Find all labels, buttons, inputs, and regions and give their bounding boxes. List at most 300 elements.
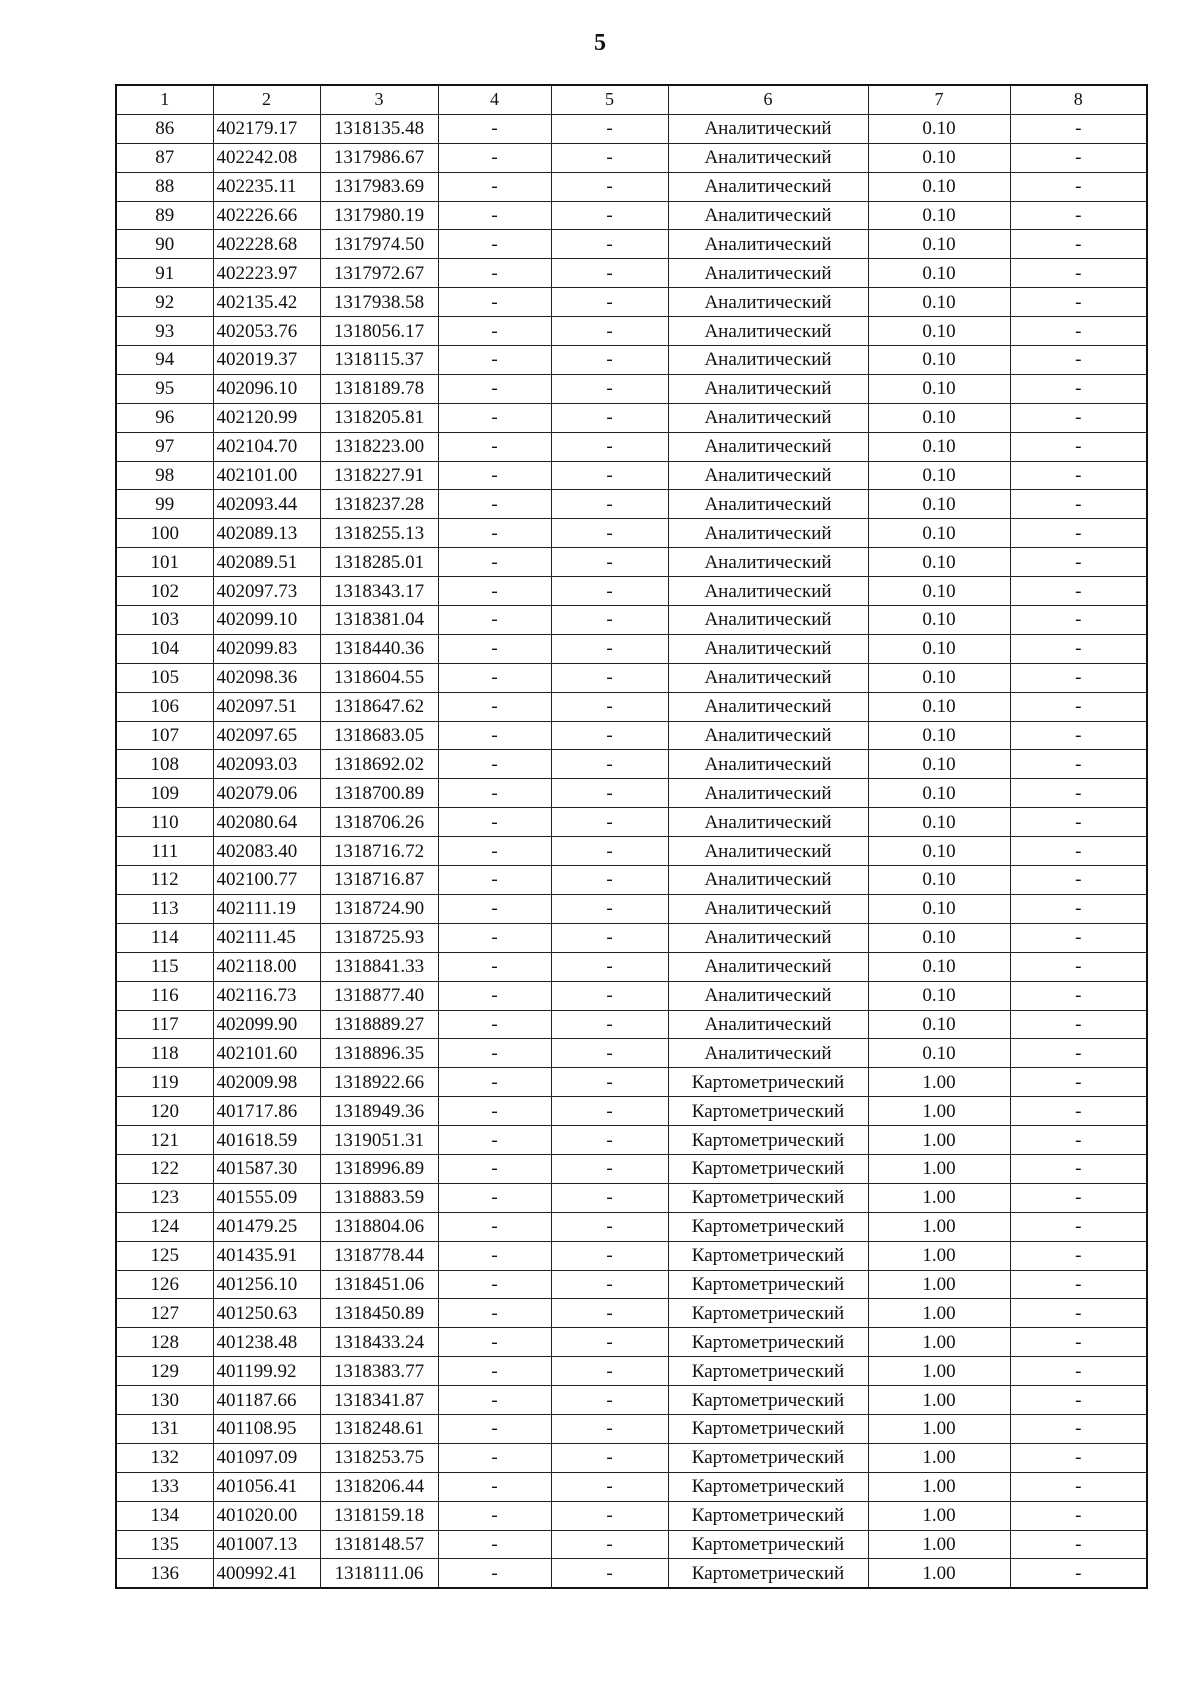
- cell-accuracy: 1.00: [868, 1241, 1010, 1270]
- cell-x-coordinate: 402120.99: [213, 403, 320, 432]
- column-header-8: 8: [1010, 85, 1147, 114]
- cell-column-8-value: -: [1010, 577, 1147, 606]
- cell-column-4-value: -: [438, 1241, 551, 1270]
- cell-column-4-value: -: [438, 288, 551, 317]
- cell-accuracy: 0.10: [868, 519, 1010, 548]
- cell-y-coordinate: 1317983.69: [320, 172, 438, 201]
- table-row: [116, 346, 1147, 375]
- cell-column-5-value: -: [551, 346, 668, 375]
- cell-point-number: 134: [116, 1501, 213, 1530]
- cell-x-coordinate: 402235.11: [213, 172, 320, 201]
- cell-column-4-value: -: [438, 721, 551, 750]
- cell-y-coordinate: 1318433.24: [320, 1328, 438, 1357]
- cell-column-4-value: -: [438, 230, 551, 259]
- table-row: [116, 403, 1147, 432]
- cell-x-coordinate: 402099.90: [213, 1010, 320, 1039]
- cell-x-coordinate: 402226.66: [213, 201, 320, 230]
- cell-column-8-value: -: [1010, 201, 1147, 230]
- cell-column-8-value: -: [1010, 374, 1147, 403]
- cell-x-coordinate: 401238.48: [213, 1328, 320, 1357]
- table-row: [116, 721, 1147, 750]
- cell-point-number: 121: [116, 1126, 213, 1155]
- cell-accuracy: 1.00: [868, 1559, 1010, 1588]
- cell-column-5-value: -: [551, 1068, 668, 1097]
- cell-x-coordinate: 402116.73: [213, 981, 320, 1010]
- cell-point-number: 102: [116, 577, 213, 606]
- cell-method: Аналитический: [668, 779, 868, 808]
- cell-point-number: 110: [116, 808, 213, 837]
- cell-column-5-value: -: [551, 490, 668, 519]
- cell-column-5-value: -: [551, 1530, 668, 1559]
- cell-y-coordinate: 1318700.89: [320, 779, 438, 808]
- cell-accuracy: 0.10: [868, 548, 1010, 577]
- cell-column-5-value: -: [551, 1386, 668, 1415]
- cell-y-coordinate: 1318343.17: [320, 577, 438, 606]
- cell-column-5-value: -: [551, 1039, 668, 1068]
- cell-y-coordinate: 1318159.18: [320, 1501, 438, 1530]
- cell-y-coordinate: 1318716.72: [320, 837, 438, 866]
- cell-column-8-value: -: [1010, 114, 1147, 143]
- cell-column-8-value: -: [1010, 548, 1147, 577]
- cell-method: Аналитический: [668, 577, 868, 606]
- cell-column-4-value: -: [438, 1039, 551, 1068]
- cell-point-number: 122: [116, 1154, 213, 1183]
- cell-x-coordinate: 402053.76: [213, 317, 320, 346]
- cell-x-coordinate: 401020.00: [213, 1501, 320, 1530]
- cell-column-4-value: -: [438, 634, 551, 663]
- cell-point-number: 120: [116, 1097, 213, 1126]
- cell-column-4-value: -: [438, 894, 551, 923]
- cell-method: Картометрический: [668, 1559, 868, 1588]
- cell-accuracy: 0.10: [868, 606, 1010, 635]
- cell-point-number: 95: [116, 374, 213, 403]
- table-row: [116, 1010, 1147, 1039]
- cell-method: Аналитический: [668, 606, 868, 635]
- table-row: [116, 1212, 1147, 1241]
- cell-column-8-value: -: [1010, 403, 1147, 432]
- cell-column-8-value: -: [1010, 346, 1147, 375]
- cell-point-number: 128: [116, 1328, 213, 1357]
- cell-point-number: 117: [116, 1010, 213, 1039]
- cell-method: Аналитический: [668, 259, 868, 288]
- cell-point-number: 114: [116, 923, 213, 952]
- cell-method: Картометрический: [668, 1212, 868, 1241]
- cell-point-number: 112: [116, 866, 213, 895]
- cell-y-coordinate: 1317980.19: [320, 201, 438, 230]
- cell-column-8-value: -: [1010, 432, 1147, 461]
- cell-column-4-value: -: [438, 1212, 551, 1241]
- cell-method: Аналитический: [668, 201, 868, 230]
- cell-column-8-value: -: [1010, 663, 1147, 692]
- table-row: [116, 172, 1147, 201]
- cell-y-coordinate: 1318692.02: [320, 750, 438, 779]
- cell-point-number: 131: [116, 1414, 213, 1443]
- cell-x-coordinate: 402098.36: [213, 663, 320, 692]
- cell-point-number: 124: [116, 1212, 213, 1241]
- cell-point-number: 132: [116, 1443, 213, 1472]
- cell-column-8-value: -: [1010, 952, 1147, 981]
- cell-method: Аналитический: [668, 374, 868, 403]
- table-row: [116, 143, 1147, 172]
- cell-accuracy: 0.10: [868, 374, 1010, 403]
- cell-x-coordinate: 402179.17: [213, 114, 320, 143]
- cell-accuracy: 0.10: [868, 923, 1010, 952]
- cell-y-coordinate: 1318248.61: [320, 1414, 438, 1443]
- cell-x-coordinate: 401108.95: [213, 1414, 320, 1443]
- cell-column-4-value: -: [438, 1068, 551, 1097]
- cell-accuracy: 0.10: [868, 143, 1010, 172]
- cell-x-coordinate: 402101.00: [213, 461, 320, 490]
- cell-accuracy: 1.00: [868, 1270, 1010, 1299]
- table-header: [116, 85, 1147, 114]
- cell-accuracy: 0.10: [868, 403, 1010, 432]
- cell-accuracy: 0.10: [868, 288, 1010, 317]
- cell-column-8-value: -: [1010, 259, 1147, 288]
- cell-column-5-value: -: [551, 230, 668, 259]
- cell-column-5-value: -: [551, 519, 668, 548]
- table-row: [116, 259, 1147, 288]
- cell-x-coordinate: 401479.25: [213, 1212, 320, 1241]
- cell-method: Картометрический: [668, 1299, 868, 1328]
- cell-x-coordinate: 402099.83: [213, 634, 320, 663]
- cell-x-coordinate: 402093.03: [213, 750, 320, 779]
- cell-column-5-value: -: [551, 779, 668, 808]
- cell-column-8-value: -: [1010, 1472, 1147, 1501]
- cell-accuracy: 0.10: [868, 866, 1010, 895]
- cell-y-coordinate: 1318056.17: [320, 317, 438, 346]
- cell-method: Картометрический: [668, 1443, 868, 1472]
- cell-x-coordinate: 401555.09: [213, 1183, 320, 1212]
- cell-column-8-value: -: [1010, 923, 1147, 952]
- cell-x-coordinate: 402228.68: [213, 230, 320, 259]
- coordinates-table-container: [115, 84, 1146, 1589]
- table-row: [116, 1414, 1147, 1443]
- cell-column-8-value: -: [1010, 461, 1147, 490]
- cell-column-8-value: -: [1010, 490, 1147, 519]
- cell-column-5-value: -: [551, 317, 668, 346]
- cell-y-coordinate: 1318725.93: [320, 923, 438, 952]
- table-row: [116, 1126, 1147, 1155]
- cell-method: Аналитический: [668, 634, 868, 663]
- cell-point-number: 116: [116, 981, 213, 1010]
- cell-column-5-value: -: [551, 866, 668, 895]
- cell-column-5-value: -: [551, 461, 668, 490]
- cell-column-5-value: -: [551, 374, 668, 403]
- cell-column-4-value: -: [438, 143, 551, 172]
- cell-accuracy: 0.10: [868, 114, 1010, 143]
- table-row: [116, 1097, 1147, 1126]
- cell-method: Картометрический: [668, 1126, 868, 1155]
- cell-column-5-value: -: [551, 1443, 668, 1472]
- cell-point-number: 125: [116, 1241, 213, 1270]
- cell-method: Аналитический: [668, 403, 868, 432]
- cell-y-coordinate: 1318285.01: [320, 548, 438, 577]
- cell-x-coordinate: 401618.59: [213, 1126, 320, 1155]
- cell-y-coordinate: 1318604.55: [320, 663, 438, 692]
- cell-y-coordinate: 1318381.04: [320, 606, 438, 635]
- cell-point-number: 98: [116, 461, 213, 490]
- table-body: [116, 114, 1147, 1588]
- cell-x-coordinate: 401056.41: [213, 1472, 320, 1501]
- cell-point-number: 86: [116, 114, 213, 143]
- cell-column-8-value: -: [1010, 1386, 1147, 1415]
- cell-column-4-value: -: [438, 1010, 551, 1039]
- cell-column-5-value: -: [551, 1328, 668, 1357]
- table-row: [116, 1472, 1147, 1501]
- table-row: [116, 634, 1147, 663]
- table-row: [116, 750, 1147, 779]
- cell-column-4-value: -: [438, 461, 551, 490]
- cell-y-coordinate: 1318206.44: [320, 1472, 438, 1501]
- cell-point-number: 115: [116, 952, 213, 981]
- cell-column-8-value: -: [1010, 808, 1147, 837]
- cell-accuracy: 1.00: [868, 1414, 1010, 1443]
- cell-x-coordinate: 401097.09: [213, 1443, 320, 1472]
- table-row: [116, 1299, 1147, 1328]
- cell-accuracy: 0.10: [868, 317, 1010, 346]
- cell-accuracy: 0.10: [868, 779, 1010, 808]
- cell-column-8-value: -: [1010, 837, 1147, 866]
- cell-y-coordinate: 1318804.06: [320, 1212, 438, 1241]
- cell-column-8-value: -: [1010, 1299, 1147, 1328]
- table-row: [116, 1559, 1147, 1588]
- cell-method: Картометрический: [668, 1270, 868, 1299]
- cell-accuracy: 1.00: [868, 1183, 1010, 1212]
- cell-method: Картометрический: [668, 1183, 868, 1212]
- cell-column-4-value: -: [438, 1530, 551, 1559]
- cell-column-4-value: -: [438, 663, 551, 692]
- cell-column-4-value: -: [438, 808, 551, 837]
- table-row: [116, 432, 1147, 461]
- cell-column-5-value: -: [551, 172, 668, 201]
- cell-x-coordinate: 402100.77: [213, 866, 320, 895]
- cell-point-number: 113: [116, 894, 213, 923]
- cell-column-5-value: -: [551, 1299, 668, 1328]
- cell-column-4-value: -: [438, 432, 551, 461]
- cell-column-5-value: -: [551, 1212, 668, 1241]
- cell-method: Аналитический: [668, 750, 868, 779]
- cell-column-5-value: -: [551, 808, 668, 837]
- cell-y-coordinate: 1318451.06: [320, 1270, 438, 1299]
- cell-column-8-value: -: [1010, 143, 1147, 172]
- cell-column-4-value: -: [438, 548, 551, 577]
- cell-y-coordinate: 1319051.31: [320, 1126, 438, 1155]
- cell-y-coordinate: 1318383.77: [320, 1357, 438, 1386]
- cell-accuracy: 1.00: [868, 1472, 1010, 1501]
- cell-x-coordinate: 401717.86: [213, 1097, 320, 1126]
- cell-column-5-value: -: [551, 1472, 668, 1501]
- table-row: [116, 1328, 1147, 1357]
- table-row: [116, 1241, 1147, 1270]
- cell-y-coordinate: 1318135.48: [320, 114, 438, 143]
- cell-method: Аналитический: [668, 317, 868, 346]
- cell-y-coordinate: 1318996.89: [320, 1154, 438, 1183]
- cell-method: Аналитический: [668, 1039, 868, 1068]
- cell-column-8-value: -: [1010, 1443, 1147, 1472]
- cell-column-5-value: -: [551, 1154, 668, 1183]
- cell-accuracy: 0.10: [868, 461, 1010, 490]
- cell-x-coordinate: 401256.10: [213, 1270, 320, 1299]
- cell-column-8-value: -: [1010, 721, 1147, 750]
- cell-y-coordinate: 1318223.00: [320, 432, 438, 461]
- cell-column-4-value: -: [438, 1183, 551, 1212]
- table-row: [116, 808, 1147, 837]
- cell-accuracy: 1.00: [868, 1328, 1010, 1357]
- cell-column-8-value: -: [1010, 1126, 1147, 1155]
- cell-y-coordinate: 1318889.27: [320, 1010, 438, 1039]
- cell-column-5-value: -: [551, 1270, 668, 1299]
- cell-x-coordinate: 402111.45: [213, 923, 320, 952]
- cell-x-coordinate: 401199.92: [213, 1357, 320, 1386]
- cell-column-8-value: -: [1010, 1212, 1147, 1241]
- cell-column-8-value: -: [1010, 288, 1147, 317]
- table-row: [116, 1501, 1147, 1530]
- cell-x-coordinate: 401587.30: [213, 1154, 320, 1183]
- cell-column-5-value: -: [551, 143, 668, 172]
- cell-column-4-value: -: [438, 1559, 551, 1588]
- cell-column-5-value: -: [551, 721, 668, 750]
- cell-column-5-value: -: [551, 1357, 668, 1386]
- table-row: [116, 1039, 1147, 1068]
- cell-column-8-value: -: [1010, 779, 1147, 808]
- cell-accuracy: 0.10: [868, 201, 1010, 230]
- cell-accuracy: 1.00: [868, 1443, 1010, 1472]
- cell-method: Аналитический: [668, 143, 868, 172]
- cell-column-8-value: -: [1010, 1414, 1147, 1443]
- cell-point-number: 99: [116, 490, 213, 519]
- column-header-4: 4: [438, 85, 551, 114]
- cell-x-coordinate: 402097.51: [213, 692, 320, 721]
- cell-column-8-value: -: [1010, 1039, 1147, 1068]
- table-row: [116, 490, 1147, 519]
- cell-column-5-value: -: [551, 750, 668, 779]
- cell-accuracy: 0.10: [868, 750, 1010, 779]
- cell-column-4-value: -: [438, 577, 551, 606]
- cell-column-5-value: -: [551, 692, 668, 721]
- cell-x-coordinate: 402118.00: [213, 952, 320, 981]
- cell-column-4-value: -: [438, 346, 551, 375]
- cell-method: Аналитический: [668, 923, 868, 952]
- cell-y-coordinate: 1318883.59: [320, 1183, 438, 1212]
- cell-y-coordinate: 1318440.36: [320, 634, 438, 663]
- cell-y-coordinate: 1318647.62: [320, 692, 438, 721]
- cell-method: Картометрический: [668, 1472, 868, 1501]
- cell-accuracy: 0.10: [868, 952, 1010, 981]
- cell-y-coordinate: 1318716.87: [320, 866, 438, 895]
- cell-method: Картометрический: [668, 1501, 868, 1530]
- cell-column-5-value: -: [551, 1183, 668, 1212]
- cell-accuracy: 0.10: [868, 721, 1010, 750]
- cell-method: Аналитический: [668, 346, 868, 375]
- cell-column-5-value: -: [551, 634, 668, 663]
- cell-column-8-value: -: [1010, 634, 1147, 663]
- cell-point-number: 109: [116, 779, 213, 808]
- cell-accuracy: 1.00: [868, 1299, 1010, 1328]
- cell-accuracy: 0.10: [868, 259, 1010, 288]
- table-row: [116, 837, 1147, 866]
- table-row: [116, 1357, 1147, 1386]
- table-row: [116, 923, 1147, 952]
- cell-accuracy: 1.00: [868, 1530, 1010, 1559]
- table-row: [116, 114, 1147, 143]
- header-row: [116, 85, 1147, 114]
- cell-point-number: 91: [116, 259, 213, 288]
- cell-y-coordinate: 1318683.05: [320, 721, 438, 750]
- cell-x-coordinate: 402019.37: [213, 346, 320, 375]
- cell-x-coordinate: 402104.70: [213, 432, 320, 461]
- cell-column-8-value: -: [1010, 1241, 1147, 1270]
- cell-method: Картометрический: [668, 1097, 868, 1126]
- cell-method: Аналитический: [668, 663, 868, 692]
- cell-method: Аналитический: [668, 894, 868, 923]
- table-row: [116, 692, 1147, 721]
- cell-column-4-value: -: [438, 490, 551, 519]
- cell-accuracy: 0.10: [868, 808, 1010, 837]
- cell-point-number: 97: [116, 432, 213, 461]
- cell-y-coordinate: 1317972.67: [320, 259, 438, 288]
- cell-column-5-value: -: [551, 1097, 668, 1126]
- cell-method: Аналитический: [668, 1010, 868, 1039]
- table-row: [116, 374, 1147, 403]
- cell-x-coordinate: 402079.06: [213, 779, 320, 808]
- cell-column-8-value: -: [1010, 692, 1147, 721]
- cell-method: Картометрический: [668, 1357, 868, 1386]
- cell-point-number: 106: [116, 692, 213, 721]
- table-row: [116, 548, 1147, 577]
- cell-method: Аналитический: [668, 692, 868, 721]
- table-row: [116, 866, 1147, 895]
- cell-column-5-value: -: [551, 432, 668, 461]
- cell-point-number: 103: [116, 606, 213, 635]
- cell-point-number: 127: [116, 1299, 213, 1328]
- table-row: [116, 1183, 1147, 1212]
- cell-column-4-value: -: [438, 172, 551, 201]
- cell-column-8-value: -: [1010, 750, 1147, 779]
- cell-column-8-value: -: [1010, 866, 1147, 895]
- cell-column-8-value: -: [1010, 1559, 1147, 1588]
- cell-column-4-value: -: [438, 1299, 551, 1328]
- cell-y-coordinate: 1318841.33: [320, 952, 438, 981]
- table-row: [116, 230, 1147, 259]
- cell-y-coordinate: 1318255.13: [320, 519, 438, 548]
- table-row: [116, 981, 1147, 1010]
- cell-column-5-value: -: [551, 923, 668, 952]
- table-row: [116, 894, 1147, 923]
- cell-accuracy: 0.10: [868, 230, 1010, 259]
- cell-column-4-value: -: [438, 1097, 551, 1126]
- cell-column-4-value: -: [438, 201, 551, 230]
- cell-point-number: 92: [116, 288, 213, 317]
- cell-method: Аналитический: [668, 432, 868, 461]
- cell-column-4-value: -: [438, 114, 551, 143]
- cell-point-number: 108: [116, 750, 213, 779]
- cell-method: Картометрический: [668, 1154, 868, 1183]
- cell-accuracy: 0.10: [868, 432, 1010, 461]
- cell-x-coordinate: 402242.08: [213, 143, 320, 172]
- cell-column-8-value: -: [1010, 230, 1147, 259]
- table-row: [116, 317, 1147, 346]
- cell-accuracy: 0.10: [868, 1039, 1010, 1068]
- cell-column-5-value: -: [551, 288, 668, 317]
- coordinates-table: [115, 84, 1148, 1589]
- cell-point-number: 111: [116, 837, 213, 866]
- cell-point-number: 129: [116, 1357, 213, 1386]
- cell-column-4-value: -: [438, 750, 551, 779]
- cell-method: Картометрический: [668, 1328, 868, 1357]
- cell-y-coordinate: 1318896.35: [320, 1039, 438, 1068]
- cell-y-coordinate: 1318189.78: [320, 374, 438, 403]
- cell-column-4-value: -: [438, 606, 551, 635]
